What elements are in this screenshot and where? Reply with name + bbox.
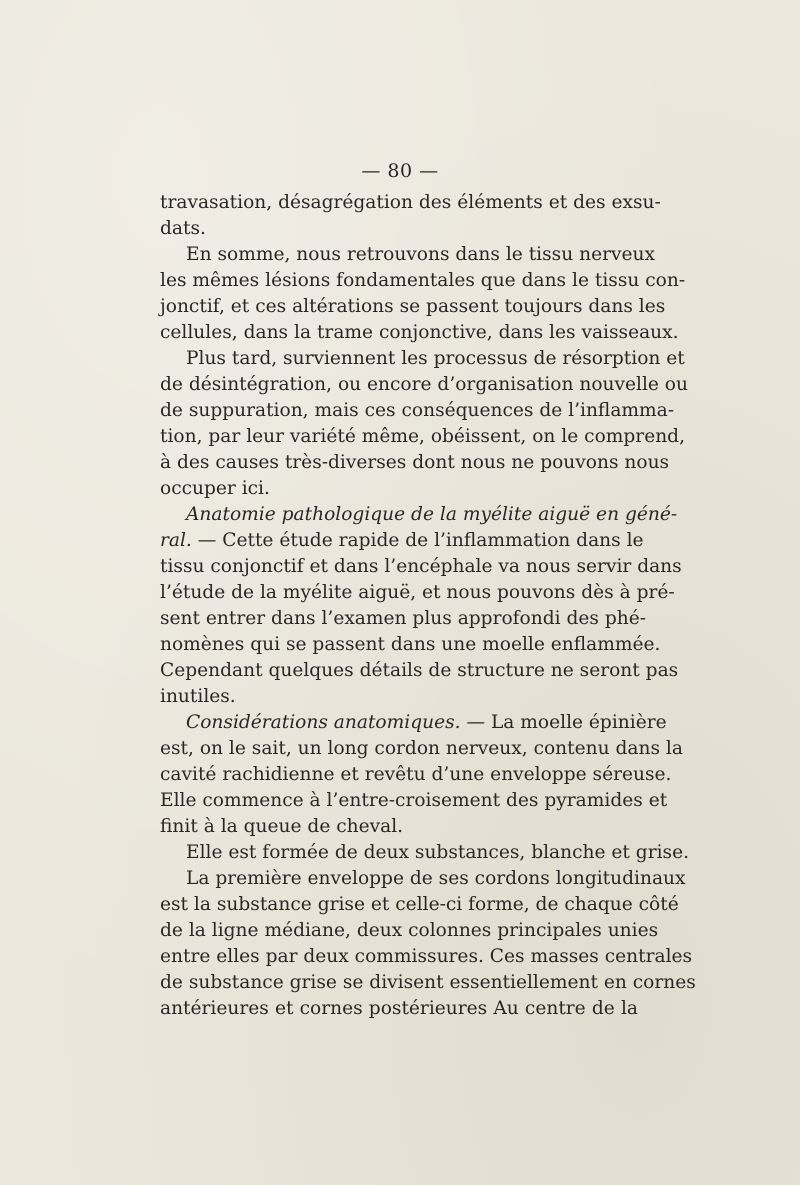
text-run: occuper ici. <box>160 478 270 499</box>
text-run: Elle commence à l’entre-croisement des pyramides et <box>160 790 668 811</box>
body-text <box>160 190 696 1022</box>
text-line <box>160 606 646 632</box>
text-run: les mêmes lésions fondamentales que dans le tissu con- <box>160 270 686 291</box>
text-line <box>160 398 675 424</box>
text-run: sent entrer dans l’examen plus approfondi des phé- <box>160 608 646 629</box>
text-run: Elle est formée de deux substances, blanche et grise. <box>186 842 689 863</box>
text-line <box>160 242 655 268</box>
italic-heading: Considérations anatomiques. <box>186 712 461 733</box>
text-line <box>160 268 686 294</box>
text-line <box>160 970 696 996</box>
text-line <box>160 892 679 918</box>
text-run: Cependant quelques détails de structure ne seront pas <box>160 660 679 681</box>
text-run: — Cette étude rapide de l’inflammation dans le <box>191 530 644 551</box>
text-line <box>160 684 638 710</box>
text-line <box>160 554 682 580</box>
text-line <box>160 450 670 476</box>
text-line <box>160 840 689 866</box>
text-run: est, on le sait, un long cordon nerveux, contenu dans la <box>160 738 683 759</box>
text-line <box>160 190 661 216</box>
page-number: — 80 — <box>361 160 439 182</box>
text-line <box>160 918 659 944</box>
text-line <box>160 216 638 242</box>
text-line <box>160 944 693 970</box>
italic-heading: Anatomie pathologique de la myélite aiguë en géné- <box>186 504 678 525</box>
text-run: à des causes très-diverses dont nous ne pouvons nous <box>160 452 670 473</box>
text-run: jonctif, et ces altérations se passent toujours dans les <box>160 296 666 317</box>
text-line <box>160 710 667 736</box>
text-run: de substance grise se divisent essentiellement en cornes <box>160 972 696 993</box>
text-line <box>160 528 644 554</box>
text-run: tissu conjonctif et dans l’encéphale va nous servir dans <box>160 556 682 577</box>
text-line <box>160 320 679 346</box>
text-line <box>160 502 678 528</box>
text-line <box>160 658 679 684</box>
text-line <box>160 580 675 606</box>
text-run: entre elles par deux commissures. Ces masses centrales <box>160 946 693 967</box>
text-run: — La moelle épinière <box>460 712 667 733</box>
text-run: cellules, dans la trame conjonctive, dans les vaisseaux. <box>160 322 679 343</box>
text-run: de désintégration, ou encore d’organisation nouvelle ou <box>160 374 688 395</box>
text-run: nomènes qui se passent dans une moelle enflammée. <box>160 634 661 655</box>
text-line <box>160 424 685 450</box>
text-run: l’étude de la myélite aiguë, et nous pouvons dès à pré- <box>160 582 675 603</box>
text-run: travasation, désagrégation des éléments et des exsu- <box>160 192 661 213</box>
text-run: de la ligne médiane, deux colonnes principales unies <box>160 920 659 941</box>
text-line <box>160 476 638 502</box>
text-run: En somme, nous retrouvons dans le tissu nerveux <box>186 244 655 265</box>
text-run: cavité rachidienne et revêtu d’une enveloppe séreuse. <box>160 764 672 785</box>
text-run: de suppuration, mais ces conséquences de l’inflamma- <box>160 400 675 421</box>
text-run: finit à la queue de cheval. <box>160 816 404 837</box>
text-line <box>160 346 685 372</box>
text-line <box>160 294 666 320</box>
text-run: dats. <box>160 218 206 239</box>
text-run: tion, par leur variété même, obéissent, on le comprend, <box>160 426 685 447</box>
text-run: est la substance grise et celle-ci forme, de chaque côté <box>160 894 679 915</box>
italic-heading: ral. <box>160 530 192 551</box>
text-run: inutiles. <box>160 686 236 707</box>
text-line <box>160 372 688 398</box>
text-line <box>160 788 668 814</box>
text-line <box>160 632 661 658</box>
text-line <box>160 996 638 1022</box>
text-run: Plus tard, surviennent les processus de résorption et <box>186 348 685 369</box>
text-run: La première enveloppe de ses cordons longitudinaux <box>186 868 686 889</box>
text-line <box>160 762 672 788</box>
text-line <box>160 814 638 840</box>
text-line <box>160 866 686 892</box>
text-run: antérieures et cornes postérieures Au centre de la <box>160 998 638 1019</box>
text-line <box>160 736 683 762</box>
